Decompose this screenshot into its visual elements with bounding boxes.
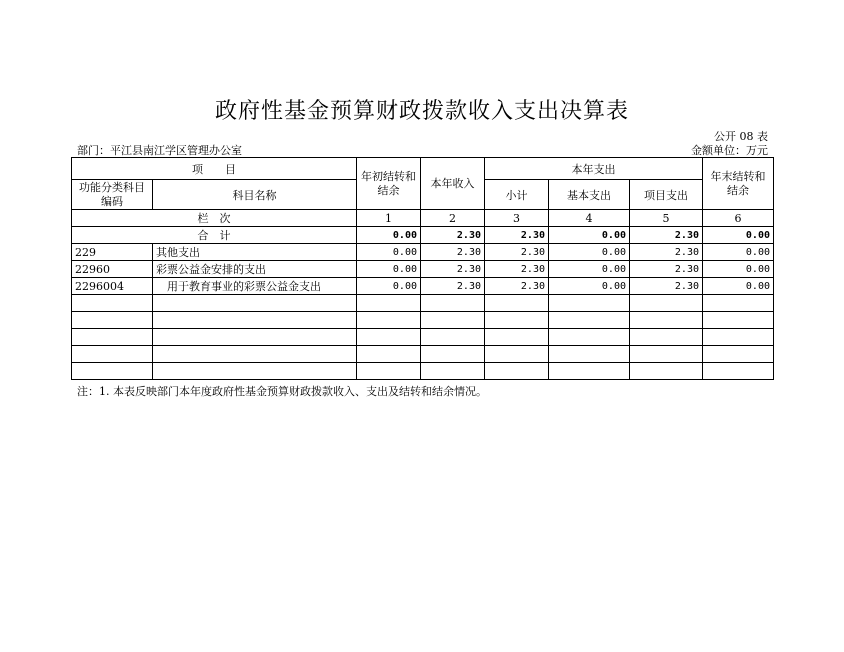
row-value: 2.30 <box>630 261 703 278</box>
row-value: 0.00 <box>357 278 421 295</box>
column-label: 栏 次 <box>72 210 357 227</box>
row-value: 2.30 <box>421 261 485 278</box>
row-value: 2.30 <box>630 244 703 261</box>
row-value: 2.30 <box>630 278 703 295</box>
row-value: 2.30 <box>421 278 485 295</box>
table-row <box>72 261 774 278</box>
header-end-balance: 年末结转和结余 <box>703 158 774 210</box>
header-project: 项目支出 <box>630 180 703 210</box>
total-value: 2.30 <box>485 227 549 244</box>
header-expense-group: 本年支出 <box>485 158 703 180</box>
row-value: 2.30 <box>485 261 549 278</box>
header-name: 科目名称 <box>153 180 357 210</box>
row-value: 0.00 <box>549 261 630 278</box>
row-name: 彩票公益金安排的支出 <box>153 261 357 278</box>
form-number: 公开 08 表 <box>714 130 768 143</box>
col-num: 5 <box>630 210 703 227</box>
header-basic: 基本支出 <box>549 180 630 210</box>
table-row <box>72 278 774 295</box>
row-code: 2296004 <box>72 278 153 295</box>
header-income: 本年收入 <box>421 158 485 210</box>
header-subtotal: 小计 <box>485 180 549 210</box>
row-code: 22960 <box>72 261 153 278</box>
empty-row <box>72 363 774 380</box>
header-item: 项 目 <box>72 158 357 180</box>
total-value: 2.30 <box>630 227 703 244</box>
row-value: 0.00 <box>703 244 774 261</box>
table-note: 注：1. 本表反映部门本年度政府性基金预算财政拨款收入、支出及结转和结余情况。 <box>77 385 487 398</box>
empty-row <box>72 295 774 312</box>
col-num: 1 <box>357 210 421 227</box>
empty-row <box>72 346 774 363</box>
row-value: 0.00 <box>549 244 630 261</box>
page-title: 政府性基金预算财政拨款收入支出决算表 <box>214 99 629 124</box>
header-code: 功能分类科目编码 <box>72 180 153 210</box>
row-value: 0.00 <box>549 278 630 295</box>
total-label: 合 计 <box>72 227 357 244</box>
header-begin-balance: 年初结转和结余 <box>357 158 421 210</box>
row-value: 0.00 <box>357 244 421 261</box>
total-value: 0.00 <box>549 227 630 244</box>
empty-row <box>72 312 774 329</box>
row-value: 0.00 <box>703 278 774 295</box>
table-row <box>72 244 774 261</box>
row-name: 用于教育事业的彩票公益金支出 <box>153 278 357 295</box>
budget-table <box>71 157 774 380</box>
department-label: 部门：平江县南江学区管理办公室 <box>77 144 242 157</box>
col-num: 6 <box>703 210 774 227</box>
col-num: 3 <box>485 210 549 227</box>
row-name: 其他支出 <box>153 244 357 261</box>
col-num: 2 <box>421 210 485 227</box>
row-value: 0.00 <box>703 261 774 278</box>
row-value: 2.30 <box>485 244 549 261</box>
total-value: 0.00 <box>703 227 774 244</box>
total-value: 0.00 <box>357 227 421 244</box>
row-value: 2.30 <box>485 278 549 295</box>
empty-row <box>72 329 774 346</box>
col-num: 4 <box>549 210 630 227</box>
amount-unit-label: 金额单位：万元 <box>691 144 768 157</box>
row-value: 0.00 <box>357 261 421 278</box>
total-value: 2.30 <box>421 227 485 244</box>
total-row <box>72 227 774 244</box>
row-value: 2.30 <box>421 244 485 261</box>
row-code: 229 <box>72 244 153 261</box>
